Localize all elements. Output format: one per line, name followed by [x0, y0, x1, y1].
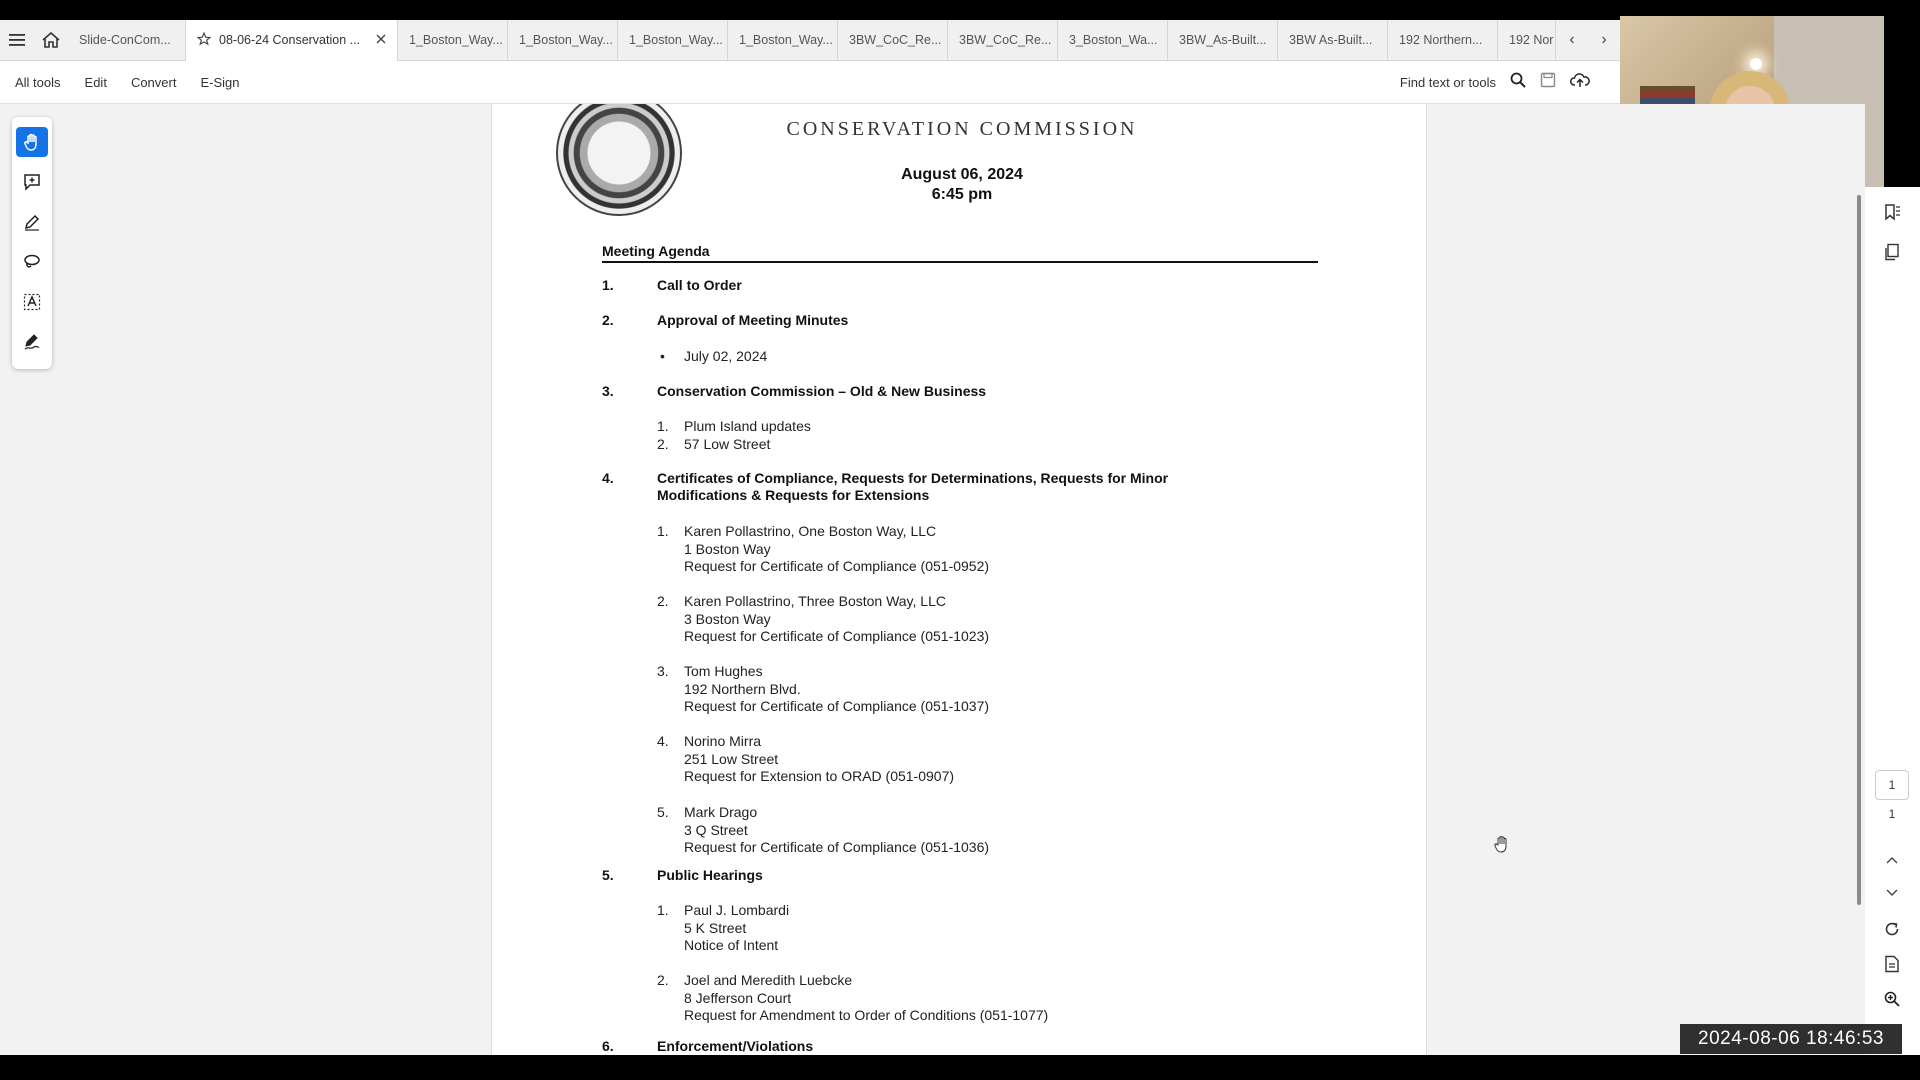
current-page-input[interactable]: 1 — [1875, 770, 1909, 800]
star-icon[interactable] — [197, 32, 211, 49]
item-line: Joel and Meredith Luebcke — [684, 972, 853, 988]
tab-document[interactable] — [618, 20, 728, 61]
item-number: 5. — [657, 804, 669, 820]
recording-timestamp: 2024-08-06 18:46:53 — [1680, 1024, 1902, 1054]
tab-document[interactable] — [1168, 20, 1278, 61]
main-toolbar — [0, 61, 1620, 104]
tab-label: 3BW_CoC_Re... — [849, 33, 942, 47]
section-title: Public Hearings — [657, 867, 763, 883]
tab-label: 3_Boston_Wa... — [1069, 33, 1158, 47]
lasso-tool-button[interactable] — [16, 247, 48, 277]
tab-document[interactable] — [948, 20, 1058, 61]
item-line: 3 Q Street — [684, 821, 748, 838]
item-number: 1. — [657, 418, 669, 434]
item-line: 192 Northern Blvd. — [684, 680, 801, 697]
tab-label: 1_Boston_Way... — [409, 33, 503, 47]
section-title: Enforcement/Violations — [657, 1038, 814, 1054]
chevron-up-icon[interactable] — [1879, 847, 1905, 873]
tab-active-conservation[interactable] — [186, 20, 398, 61]
item-line: Notice of Intent — [684, 937, 779, 953]
item-line: Request for Certificate of Compliance (051-1036) — [684, 839, 990, 855]
right-navigation-rail — [1865, 187, 1920, 1055]
menu-all-tools[interactable]: All tools — [15, 74, 61, 90]
vertical-scrollbar[interactable] — [1857, 195, 1861, 905]
section-number: 6. — [602, 1038, 614, 1054]
agenda-title: Meeting Agenda — [602, 243, 1318, 263]
tab-label: 1_Boston_Way... — [519, 33, 613, 47]
chevron-down-icon[interactable] — [1879, 880, 1905, 906]
menu-convert[interactable]: Convert — [130, 74, 177, 90]
item-line: Request for Extension to ORAD (051-0907) — [684, 768, 955, 784]
tab-bar — [0, 20, 1620, 61]
home-icon[interactable] — [34, 20, 68, 61]
item-line: Request for Certificate of Compliance (051-1023) — [684, 628, 990, 644]
commission-heading: CONSERVATION COMMISSION — [786, 118, 1138, 140]
tab-label: 192 Northern... — [1399, 33, 1483, 47]
list-item-text: July 02, 2024 — [684, 348, 768, 364]
tab-slide-concom[interactable] — [68, 20, 186, 61]
tab-scroll-right-icon[interactable]: › — [1601, 31, 1607, 48]
item-line: Mark Drago — [684, 804, 758, 820]
tab-label: 3BW_As-Built... — [1179, 33, 1267, 47]
tab-document[interactable] — [1278, 20, 1388, 61]
tab-label: 1_Boston_Way... — [629, 33, 723, 47]
town-seal-logo — [556, 104, 682, 216]
pdf-page — [491, 104, 1427, 1055]
menu-esign[interactable]: E-Sign — [200, 74, 240, 90]
item-line: Request for Certificate of Compliance (051-1037) — [684, 698, 990, 714]
menu-edit[interactable]: Edit — [84, 74, 107, 90]
zoom-in-icon[interactable] — [1879, 986, 1905, 1012]
section-title: Certificates of Compliance, Requests for Determinations, Requests for Minor Modifications & Requests for Extensions — [657, 470, 1169, 503]
item-number: 1. — [657, 523, 669, 539]
tab-label: Slide-ConCom... — [79, 33, 171, 47]
hand-cursor-icon — [1494, 835, 1510, 858]
tab-document[interactable] — [508, 20, 618, 61]
add-comment-button[interactable] — [16, 167, 48, 197]
item-line: Karen Pollastrino, Three Boston Way, LLC — [684, 593, 946, 609]
page-thumbnails-icon[interactable] — [1879, 239, 1905, 265]
item-line: 1 Boston Way — [684, 540, 771, 557]
left-tool-panel — [12, 117, 52, 369]
item-line: 57 Low Street — [684, 436, 771, 452]
tab-document[interactable] — [728, 20, 838, 61]
item-line: Request for Amendment to Order of Conditions (051-1077) — [684, 1007, 1049, 1023]
item-number: 1. — [657, 902, 669, 918]
meeting-date: August 06, 2024 — [901, 166, 1023, 183]
item-line: 3 Boston Way — [684, 610, 771, 627]
find-text-input[interactable]: Find text or tools — [1399, 74, 1496, 90]
sign-tool-button[interactable] — [16, 327, 48, 357]
rotate-refresh-icon[interactable] — [1879, 916, 1905, 942]
tab-scroll-left-icon[interactable]: ‹ — [1569, 31, 1575, 48]
section-number: 4. — [602, 470, 614, 486]
section-title: Approval of Meeting Minutes — [657, 312, 849, 328]
tab-document[interactable] — [838, 20, 948, 61]
meeting-time: 6:45 pm — [931, 186, 993, 203]
item-line: 251 Low Street — [684, 750, 779, 767]
section-title: Call to Order — [657, 277, 742, 293]
tab-document[interactable] — [1058, 20, 1168, 61]
page-fit-icon[interactable] — [1879, 951, 1905, 977]
tab-document[interactable] — [1498, 20, 1556, 61]
item-line: Norino Mirra — [684, 733, 762, 749]
item-line: Tom Hughes — [684, 663, 763, 679]
section-number: 5. — [602, 867, 614, 883]
tab-label: 1_Boston_Way... — [739, 33, 833, 47]
pen-tool-button[interactable] — [16, 207, 48, 237]
item-line: Paul J. Lombardi — [684, 902, 790, 918]
item-number: 4. — [657, 733, 669, 749]
section-title: Conservation Commission – Old & New Business — [657, 383, 987, 399]
item-number: 2. — [657, 972, 669, 988]
tab-label: 3BW_CoC_Re... — [959, 33, 1052, 47]
hand-tool-button[interactable] — [16, 127, 48, 157]
item-line: Request for Certificate of Compliance (051-0952) — [684, 558, 990, 574]
video-ceiling-light — [1750, 58, 1762, 70]
tab-label: 192 Nor — [1509, 33, 1554, 47]
hamburger-menu-icon[interactable] — [0, 20, 34, 61]
document-viewport[interactable] — [0, 104, 1865, 1055]
total-pages: 1 — [1888, 807, 1896, 821]
text-select-tool-button[interactable] — [16, 287, 48, 317]
section-number: 1. — [602, 277, 614, 293]
tab-document[interactable] — [1388, 20, 1498, 61]
item-number: 3. — [657, 663, 669, 679]
section-number: 3. — [602, 383, 614, 399]
section-number: 2. — [602, 312, 614, 328]
bottom-black-strip — [0, 1055, 1920, 1080]
item-line: Karen Pollastrino, One Boston Way, LLC — [684, 523, 937, 539]
tab-label: 3BW As-Built... — [1289, 33, 1373, 47]
item-line: 5 K Street — [684, 919, 747, 936]
item-number: 2. — [657, 593, 669, 609]
search-icon[interactable] — [1510, 72, 1526, 93]
item-line: Plum Island updates — [684, 418, 811, 434]
cloud-upload-icon[interactable] — [1570, 72, 1590, 93]
bookmark-panel-icon[interactable] — [1879, 199, 1905, 225]
tab-label: 08-06-24 Conservation ... — [219, 33, 361, 47]
tab-document[interactable] — [398, 20, 508, 61]
item-line: 8 Jefferson Court — [684, 989, 792, 1006]
item-number: 2. — [657, 436, 669, 452]
close-tab-icon[interactable] — [376, 33, 386, 47]
save-icon[interactable] — [1540, 72, 1556, 93]
